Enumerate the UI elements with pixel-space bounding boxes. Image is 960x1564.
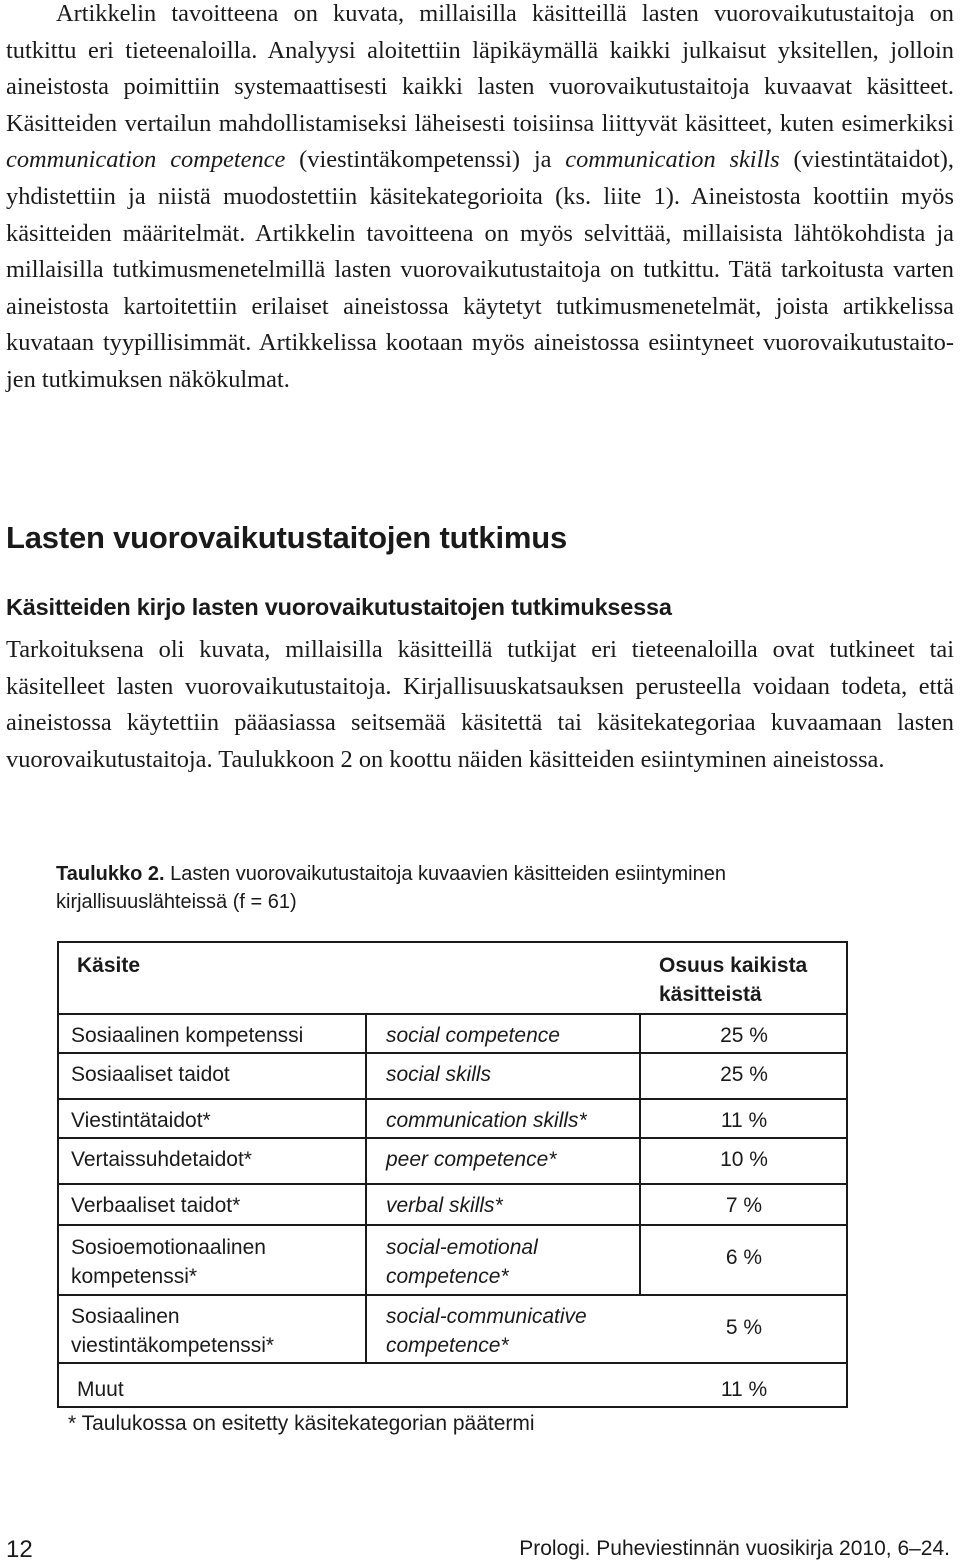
table-row-fi: Sosiaalinen viestintäkompetenssi*: [71, 1305, 275, 1357]
table-row-en: communication skills*: [386, 1109, 587, 1132]
table-row-en: social competence: [386, 1024, 560, 1047]
subsection-heading: Käsitteiden kirjo lasten vuorovaikutustaitojen tutkimuksessa: [6, 594, 672, 620]
table-row-fi: Viestintätaidot*: [71, 1109, 211, 1132]
term-communication-skills: communication skills: [565, 146, 780, 174]
table-row-fi: Verbaaliset taidot*: [71, 1194, 241, 1217]
row-divider: [59, 1183, 846, 1185]
table-row-share: 7 %: [725, 1194, 763, 1217]
table-row-share: 11 %: [720, 1378, 768, 1401]
concept-table: [57, 941, 848, 1408]
table-row-share: 25 %: [720, 1024, 768, 1047]
column-divider: [365, 1013, 367, 1364]
table-row-share: 5 %: [725, 1316, 763, 1339]
table-caption: [56, 860, 756, 916]
intro-lead: Artikkelin tavoitteena on kuvata, millaisilla käsitteillä lasten vuorovaikutustaitoja on tutkittu eri tieteenaloilla. Analyysi aloitettiin läpikäymällä kaikki julkaisut yksitellen, jolloin aineistosta poimittiin systemaattisesti kaikki lasten vuorovaikutustaitoja kuvaavat käsitteet. Käsitteiden vertailun mahdollistamiseksi läheisesti toisiinsa liittyvät käsitteet, kuten esimerkiksi: [6, 0, 954, 137]
table-row-en: social-communicative competence*: [386, 1305, 587, 1357]
body-paragraph: Tarkoituksena oli kuvata, millaisilla käsitteillä tutkijat eri tieteenaloilla ovat tutkineet tai käsitelleet lasten vuorovaikutustaitoja. Kirjallisuuskatsauksen perusteella voidaan todeta, että aineistossa käytettiin pääasiassa seitsemää käsitettä tai käsitekategoriaa kuvaamaan lasten vuorovaikutustaitoja. Taulukkoon 2 on koottu näiden käsitteiden esiintyminen aineistossa.: [6, 636, 954, 773]
page-number: 12: [6, 1536, 33, 1563]
row-divider: [59, 1013, 846, 1015]
section-heading: Lasten vuorovaikutustaitojen tutkimus: [6, 520, 568, 555]
row-divider: [59, 1224, 846, 1226]
intro-paragraph: [6, 0, 954, 399]
table-row-fi: Muut: [77, 1378, 124, 1401]
table-caption-label: Taulukko 2.: [56, 863, 165, 885]
row-divider: [59, 1362, 846, 1364]
table-row-fi: Sosiaalinen kompetenssi: [71, 1024, 304, 1047]
table-row-en: social-emotional competence*: [386, 1236, 538, 1288]
table-caption-text: Lasten vuorovaikutustaitoja kuvaavien käsitteiden esiintyminen kirjallisuuslähteissä (f = 61): [56, 863, 726, 913]
journal-citation: Prologi. Puheviestinnän vuosikirja 2010, 6–24.: [519, 1537, 950, 1560]
table-row-fi: Sosioemotionaalinen kompetenssi*: [71, 1236, 266, 1288]
table-row-en: social skills: [386, 1063, 492, 1086]
table-row-share: 25 %: [720, 1063, 768, 1086]
row-divider: [59, 1294, 846, 1296]
row-divider: [59, 1098, 846, 1100]
intro-mid: (viestintäkompetenssi) ja: [285, 146, 566, 174]
table-row-fi: Sosiaaliset taidot: [71, 1063, 230, 1086]
table-header-share: Osuus kaikista käsitteistä: [659, 954, 808, 1006]
table-row-share: 10 %: [720, 1148, 768, 1171]
term-communication-competence: communication competence: [6, 146, 286, 174]
table-row-share: 11 %: [720, 1109, 768, 1132]
table-row-en: verbal skills*: [386, 1194, 503, 1217]
table-row-share: 6 %: [725, 1246, 763, 1269]
table-row-fi: Vertaissuhdetaidot*: [71, 1148, 252, 1171]
table-footnote: * Taulukossa on esitetty käsitekategorian päätermi: [68, 1412, 535, 1435]
table-row-en: peer competence*: [386, 1148, 557, 1171]
table-header-concept: Käsite: [77, 954, 141, 977]
row-divider: [59, 1052, 846, 1054]
row-divider: [59, 1137, 846, 1139]
intro-rest: (viestintätaidot), yhdistettiin ja niistä muodostettiin käsitekategorioita (ks. liite 1). Aineistosta koottiin myös käsitteiden määritelmät. Artikkelin tavoitteena on myös selvittää, millaisista lähtökohdista ja millaisilla tutkimusmenetelmillä lasten vuorovaikutustaitoja on tutkittu. Tätä tarkoitusta varten aineistosta kartoitettiin erilaiset aineistossa käytetyt tutkimusmenetelmät, joista artikkelissa kuvataan tyypillisimmät. Artikkelissa kootaan myös aineistossa esiintyneet vuorovaikutustaitojen tutkimuksen näkökulmat.: [6, 146, 954, 393]
